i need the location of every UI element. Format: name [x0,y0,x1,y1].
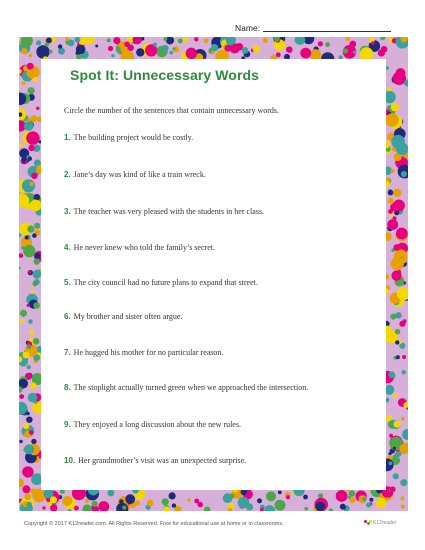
name-blank[interactable] [263,31,391,32]
border-dot [395,340,399,344]
border-dot [400,261,404,265]
border-dot [74,37,80,43]
copyright-footer: Copyright © 2017 K12reader.com. All Rights Reserved. Free for educational use at home or in classrooms. [24,521,284,527]
border-dot [211,51,214,54]
border-dot [22,82,26,86]
border-dot [393,200,405,212]
question-text: The teacher was very pleased with the students in her class. [73,207,265,216]
border-dot [76,45,86,55]
border-dot [34,258,40,264]
border-dot [35,271,40,276]
name-label: Name: [235,23,261,33]
border-dot [186,48,197,59]
border-dot [401,505,405,509]
border-dot [336,490,348,502]
border-dot [371,41,375,45]
border-dot [111,54,114,57]
border-dot [27,226,34,233]
border-dot [19,440,22,443]
border-dot [397,270,401,274]
logo-text: K12reader [373,520,397,526]
question-text: The stoplight actually turned green when we approached the intersection. [73,383,309,392]
border-dot [349,490,356,497]
border-dot [23,448,26,451]
question-item [64,278,258,287]
border-dot [58,44,62,48]
border-dot [391,103,399,111]
border-dot [82,504,92,511]
border-dot [401,171,407,177]
question-text: My brother and sister often argue. [73,312,183,321]
border-dot [49,50,53,54]
border-dot [266,491,276,501]
border-dot [20,310,27,317]
border-dot [402,355,406,359]
border-dot [36,107,39,110]
border-dot [162,45,169,52]
question-text: Her grandmother’s visit was an unexpected surprise. [78,456,247,465]
question-item [64,207,264,216]
border-dot [108,46,113,51]
border-dot [107,489,114,496]
border-dot [172,47,175,50]
border-dot [30,383,37,390]
border-dot [225,45,232,52]
border-dot [23,352,30,359]
border-dot [28,145,34,151]
border-dot [19,253,23,258]
border-dot [19,266,21,269]
border-dot [390,486,396,492]
border-dot [391,135,405,149]
border-dot [253,45,260,52]
border-dot [31,439,36,444]
border-dot [395,329,400,334]
border-dot [318,493,323,498]
question-item [64,133,193,142]
border-dot [395,312,401,318]
border-dot [28,270,31,273]
border-dot [187,498,190,501]
border-dot [21,246,24,249]
border-dot [92,501,98,507]
border-dot [388,88,392,92]
border-dot [169,492,176,499]
border-dot [178,39,183,44]
border-dot [300,48,311,59]
border-dot [194,37,198,41]
border-dot [390,314,396,320]
border-dot [263,38,268,43]
border-dot [194,499,199,504]
border-dot [20,319,24,323]
border-dot [119,499,124,504]
border-dot [388,209,393,214]
border-dot [32,489,46,503]
border-dot [394,421,401,428]
border-dot [26,412,29,415]
border-dot [65,37,69,41]
border-dot [376,498,386,508]
border-dot [242,47,249,54]
border-dot [29,430,34,435]
border-dot [95,45,98,48]
border-dot [329,508,334,511]
question-item [64,348,223,357]
question-text: Jane’s day was kind of like a train wreck. [73,170,206,179]
border-dot [74,506,79,511]
border-dot [27,304,30,307]
border-dot [33,302,40,309]
border-dot [204,39,209,44]
border-dot [85,499,89,503]
border-dot [117,47,121,51]
border-dot [29,330,34,335]
border-dot [30,200,42,212]
border-dot [391,169,395,173]
border-dot [396,228,408,240]
border-dot [264,505,275,511]
question-text: The building project would be costly. [73,133,194,142]
question-text: He never knew who told the family’s secret. [73,243,215,252]
border-dot [275,500,286,511]
border-dot [153,43,157,47]
border-dot [42,506,45,509]
border-dot [27,63,34,70]
border-dot [58,48,65,55]
border-dot [353,50,357,54]
question-item [64,456,246,465]
border-dot [229,493,234,498]
border-dot [257,498,262,503]
border-dot [22,466,33,477]
border-dot [389,461,393,465]
border-dot [33,77,38,82]
k12reader-logo [364,518,404,528]
border-dot [393,447,396,450]
border-dot [30,182,34,186]
question-number[interactable]: 6. [64,312,71,321]
border-dot [19,479,24,488]
border-dot [26,502,32,508]
border-dot [392,216,396,220]
border-dot [166,37,174,45]
border-dot [25,160,28,163]
question-item [64,383,308,392]
border-dot [385,113,398,126]
border-dot [401,370,406,375]
question-item [64,420,241,429]
border-dot [31,173,37,179]
border-dot [381,46,388,53]
border-dot [281,43,284,46]
border-dot [34,223,40,229]
instructions: Circle the number of the sentences that contain unnecessary words. [64,106,280,115]
question-text: He hugged his mother for no particular reason. [73,348,224,357]
border-dot [318,41,323,46]
question-text: The city council had no future plans to expand that street. [73,278,258,287]
border-dot [107,38,111,42]
border-dot [21,48,27,54]
border-dot [98,501,109,511]
border-dot [26,417,32,423]
border-dot [36,40,41,45]
border-dot [204,507,211,512]
border-dot [113,37,120,44]
border-dot [147,500,154,507]
border-dot [27,365,31,369]
border-dot [343,48,348,53]
border-dot [387,219,398,230]
border-dot [393,393,397,397]
question-item [64,243,215,252]
border-dot [125,494,135,504]
border-dot [30,121,33,124]
worksheet-title: Spot It: Unnecessary Words [70,67,260,83]
border-dot [399,321,405,327]
border-dot [183,37,188,42]
border-dot [238,497,250,509]
border-dot [211,44,218,51]
worksheet-panel [41,59,386,490]
border-dot [19,394,24,399]
border-dot [28,157,32,161]
border-dot [393,244,400,251]
border-dot [25,236,29,240]
question-text: They enjoyed a long discussion about the new rules. [73,420,241,429]
border-dot [402,429,408,440]
border-dot [162,498,169,505]
border-dot [41,49,45,53]
question-number[interactable]: 10. [64,456,76,465]
border-dot [388,198,394,204]
border-dot [31,290,34,293]
border-dot [62,496,72,506]
border-dot [33,338,40,345]
border-dot [386,66,389,69]
border-dot [26,131,39,144]
border-dot [325,42,330,47]
border-dot [396,355,400,359]
border-dot [286,495,290,499]
border-dot [366,502,371,507]
border-dot [388,371,395,378]
border-dot [32,281,37,286]
border-dot [22,179,35,192]
border-dot [295,37,306,45]
border-dot [362,497,366,501]
logo-icon [364,520,372,527]
border-dot [122,506,126,510]
question-item [64,170,206,179]
question-number[interactable]: 3. [64,207,71,216]
border-dot [388,190,394,196]
border-dot [393,473,399,479]
border-dot [286,46,293,53]
question-number[interactable]: 4. [64,243,71,252]
border-dot [34,253,40,259]
border-dot [45,42,49,46]
border-dot [340,504,346,510]
question-number[interactable]: 5. [64,278,71,287]
question-item [64,312,182,321]
border-dot [28,87,35,94]
question-number[interactable]: 8. [64,383,71,392]
border-dot [393,189,401,197]
border-dot [29,54,33,58]
border-dot [25,494,32,501]
border-dot [27,344,32,349]
border-dot [136,48,144,56]
border-dot [50,496,57,503]
border-dot [400,479,407,486]
border-dot [401,417,405,421]
border-dot [349,41,356,48]
border-dot [389,434,393,438]
question-number[interactable]: 9. [64,420,71,429]
border-dot [28,319,33,324]
border-dot [19,233,21,237]
border-dot [169,51,173,55]
border-dot [22,485,30,493]
border-dot [303,495,308,500]
border-dot [68,509,72,511]
border-dot [278,491,282,495]
question-number[interactable]: 1. [64,133,71,142]
border-dot [315,502,325,511]
border-dot [34,194,41,201]
question-number[interactable]: 2. [64,170,71,179]
border-dot [304,507,308,511]
border-dot [164,37,168,41]
border-dot [28,393,38,403]
border-dot [369,498,373,502]
border-dot [346,37,350,41]
border-dot [386,415,392,421]
name-field-line [235,23,391,33]
border-dot [172,503,176,507]
border-dot [32,233,37,238]
question-number[interactable]: 7. [64,348,71,357]
border-dot [23,423,29,429]
border-dot [19,143,23,148]
border-dot [400,497,404,501]
border-dot [40,495,43,498]
border-dot [128,45,134,51]
border-dot [23,245,35,257]
